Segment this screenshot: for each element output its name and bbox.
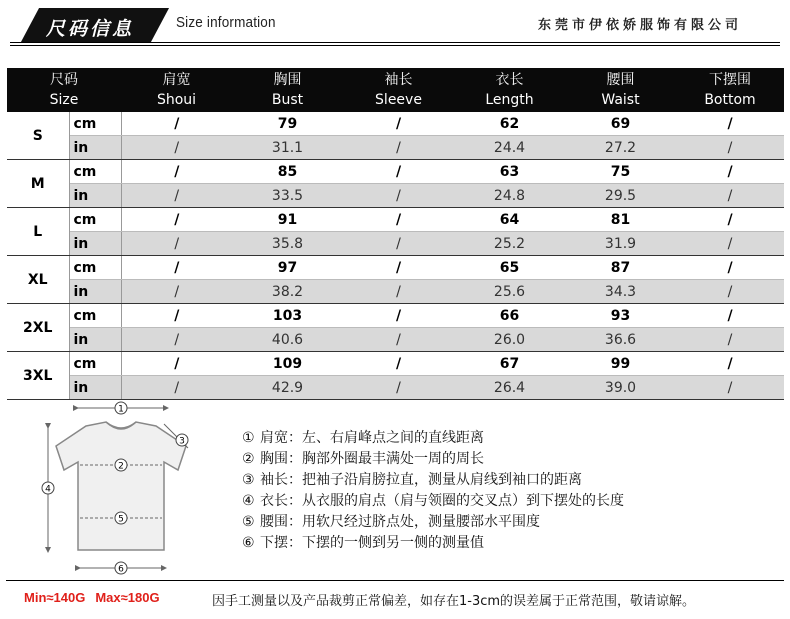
table-cell: / (343, 136, 454, 160)
table-cell: 38.2 (232, 280, 343, 304)
table-cell: / (676, 256, 784, 280)
company-name: 东莞市伊依娇服饰有限公司 (537, 18, 742, 33)
column-header (121, 68, 232, 112)
column-header-cn: 尺码 (50, 72, 78, 88)
column-header-en: Length (485, 92, 534, 108)
measure-marker-1 (115, 402, 127, 415)
note-text: 衣长：从衣服的肩点（肩与领圈的交叉点）到下摆处的长度 (260, 493, 624, 509)
marker-number: 1 (118, 404, 124, 415)
table-cell: / (121, 136, 232, 160)
marker-number: 4 (45, 484, 51, 495)
table-row (7, 376, 784, 400)
table-cell: 66 (454, 304, 565, 328)
table-row (7, 112, 784, 136)
table-cell: / (121, 208, 232, 232)
table-cell: 91 (232, 208, 343, 232)
note-number: ④ (242, 493, 255, 509)
min-weight: Min≈140G (24, 590, 86, 605)
footer-divider (6, 580, 784, 581)
unit-label: cm (69, 256, 121, 280)
table-cell: / (343, 208, 454, 232)
table-row (7, 232, 784, 256)
size-label: XL (7, 256, 69, 304)
column-header (232, 68, 343, 112)
column-header-en: Sleeve (375, 92, 422, 108)
table-row (7, 352, 784, 376)
note-item (242, 491, 624, 512)
table-cell: 35.8 (232, 232, 343, 256)
table-cell: 27.2 (565, 136, 676, 160)
table-cell: 24.4 (454, 136, 565, 160)
table-cell: 39.0 (565, 376, 676, 400)
note-number: ⑥ (242, 535, 255, 551)
note-text: 下摆：下摆的一侧到另一侧的测量值 (260, 535, 484, 551)
table-cell: 103 (232, 304, 343, 328)
table-cell: 36.6 (565, 328, 676, 352)
table-cell: 25.2 (454, 232, 565, 256)
table-cell: / (343, 304, 454, 328)
marker-number: 6 (118, 564, 124, 575)
table-cell: / (676, 136, 784, 160)
weight-range (24, 590, 170, 605)
column-header-cn: 肩宽 (162, 72, 191, 88)
table-row (7, 280, 784, 304)
note-text: 胸围：胸部外圈最丰满处一周的周长 (260, 451, 484, 467)
tshirt-outline (56, 422, 186, 550)
table-cell: 26.0 (454, 328, 565, 352)
note-number: ⑤ (242, 514, 255, 530)
column-header (454, 68, 565, 112)
column-header-cn: 衣长 (495, 72, 524, 88)
table-cell: 33.5 (232, 184, 343, 208)
note-item (242, 512, 624, 533)
table-cell: / (121, 280, 232, 304)
table-cell: 63 (454, 160, 565, 184)
measure-marker-2 (115, 459, 127, 472)
column-header-en: Waist (601, 92, 640, 108)
column-header-cn: 下摆围 (709, 72, 751, 88)
column-header (676, 68, 784, 112)
table-cell: / (121, 232, 232, 256)
table-row (7, 136, 784, 160)
table-cell: 69 (565, 112, 676, 136)
marker-number: 2 (118, 461, 124, 472)
table-cell: 25.6 (454, 280, 565, 304)
table-cell: / (343, 352, 454, 376)
table-cell: / (676, 232, 784, 256)
table-cell: 79 (232, 112, 343, 136)
note-item (242, 449, 624, 470)
note-text: 袖长：把袖子沿肩膀拉直，测量从肩线到袖口的距离 (260, 472, 582, 488)
table-cell: 99 (565, 352, 676, 376)
measure-marker-3 (176, 434, 188, 447)
measure-marker-6 (115, 562, 127, 575)
table-cell: / (676, 184, 784, 208)
table-cell: 34.3 (565, 280, 676, 304)
unit-label: cm (69, 160, 121, 184)
table-cell: 65 (454, 256, 565, 280)
table-cell: / (676, 352, 784, 376)
table-cell: 81 (565, 208, 676, 232)
table-cell: 67 (454, 352, 565, 376)
note-number: ① (242, 430, 255, 446)
measurement-disclaimer: 因手工测量以及产品裁剪正常偏差，如存在1-3cm的误差属于正常范围，敬请谅解。 (212, 594, 696, 609)
table-row (7, 328, 784, 352)
table-cell: / (343, 328, 454, 352)
table-cell: 85 (232, 160, 343, 184)
unit-label: in (69, 280, 121, 304)
note-item (242, 533, 624, 554)
table-cell: 40.6 (232, 328, 343, 352)
table-cell: 24.8 (454, 184, 565, 208)
size-label: 3XL (7, 352, 69, 400)
table-cell: / (343, 232, 454, 256)
size-label: M (7, 160, 69, 208)
table-row (7, 256, 784, 280)
header-divider (10, 42, 780, 43)
column-header-en: Shoui (156, 92, 197, 108)
column-header (565, 68, 676, 112)
table-cell: / (676, 160, 784, 184)
page-header (0, 0, 790, 60)
page-title: Size information (176, 14, 276, 31)
table-cell: 97 (232, 256, 343, 280)
table-body (7, 112, 784, 400)
unit-label: cm (69, 208, 121, 232)
unit-label: cm (69, 304, 121, 328)
header-divider-2 (10, 45, 780, 46)
table-cell: / (121, 112, 232, 136)
note-text: 肩宽：左、右肩峰点之间的直线距离 (260, 430, 484, 446)
measure-marker-4 (42, 482, 54, 495)
column-header-cn: 胸围 (273, 72, 302, 88)
measurement-notes (242, 428, 624, 554)
table-cell: 87 (565, 256, 676, 280)
column-header-en: Size (49, 92, 79, 108)
table-row (7, 208, 784, 232)
note-text: 腰围：用软尺经过脐点处，测量腰部水平围度 (260, 514, 540, 530)
unit-label: in (69, 232, 121, 256)
size-label: L (7, 208, 69, 256)
table-row (7, 304, 784, 328)
size-table (7, 68, 784, 400)
column-header-cn: 腰围 (606, 72, 635, 88)
column-header-en: Bottom (704, 92, 756, 108)
table-cell: / (343, 160, 454, 184)
column-header (7, 68, 121, 112)
table-cell: / (121, 160, 232, 184)
table-row (7, 184, 784, 208)
note-number: ② (242, 451, 255, 467)
max-weight: Max≈180G (95, 590, 160, 605)
unit-label: in (69, 328, 121, 352)
table-cell: / (121, 256, 232, 280)
table-cell: / (121, 376, 232, 400)
marker-number: 3 (179, 436, 185, 447)
table-cell: / (121, 184, 232, 208)
unit-label: in (69, 376, 121, 400)
table-cell: / (121, 352, 232, 376)
note-item (242, 470, 624, 491)
table-cell: / (343, 256, 454, 280)
table-cell: 64 (454, 208, 565, 232)
table-cell: / (343, 376, 454, 400)
size-label: S (7, 112, 69, 160)
table-cell: 31.9 (565, 232, 676, 256)
table-row (7, 160, 784, 184)
measure-marker-5 (115, 512, 127, 525)
marker-number: 5 (118, 514, 124, 525)
table-cell: 31.1 (232, 136, 343, 160)
unit-label: in (69, 184, 121, 208)
table-header-row (7, 68, 784, 112)
table-cell: 29.5 (565, 184, 676, 208)
note-number: ③ (242, 472, 255, 488)
column-header-cn: 袖长 (384, 72, 413, 88)
unit-label: in (69, 136, 121, 160)
table-cell: / (343, 280, 454, 304)
table-cell: / (676, 328, 784, 352)
table-cell: 26.4 (454, 376, 565, 400)
table-cell: / (121, 328, 232, 352)
note-item (242, 428, 624, 449)
column-header (343, 68, 454, 112)
table-cell: 109 (232, 352, 343, 376)
table-cell: / (676, 208, 784, 232)
column-header-en: Bust (271, 92, 304, 108)
title-badge: 尺码信息 (46, 18, 135, 40)
table-cell: 75 (565, 160, 676, 184)
table-cell: 62 (454, 112, 565, 136)
table-cell: / (676, 112, 784, 136)
table-cell: / (676, 280, 784, 304)
table-cell: 42.9 (232, 376, 343, 400)
table-cell: / (343, 112, 454, 136)
table-cell: / (343, 184, 454, 208)
size-label: 2XL (7, 304, 69, 352)
table-cell: / (676, 376, 784, 400)
unit-label: cm (69, 112, 121, 136)
table-cell: 93 (565, 304, 676, 328)
table-cell: / (121, 304, 232, 328)
table-cell: / (676, 304, 784, 328)
tshirt-diagram (36, 400, 226, 580)
unit-label: cm (69, 352, 121, 376)
